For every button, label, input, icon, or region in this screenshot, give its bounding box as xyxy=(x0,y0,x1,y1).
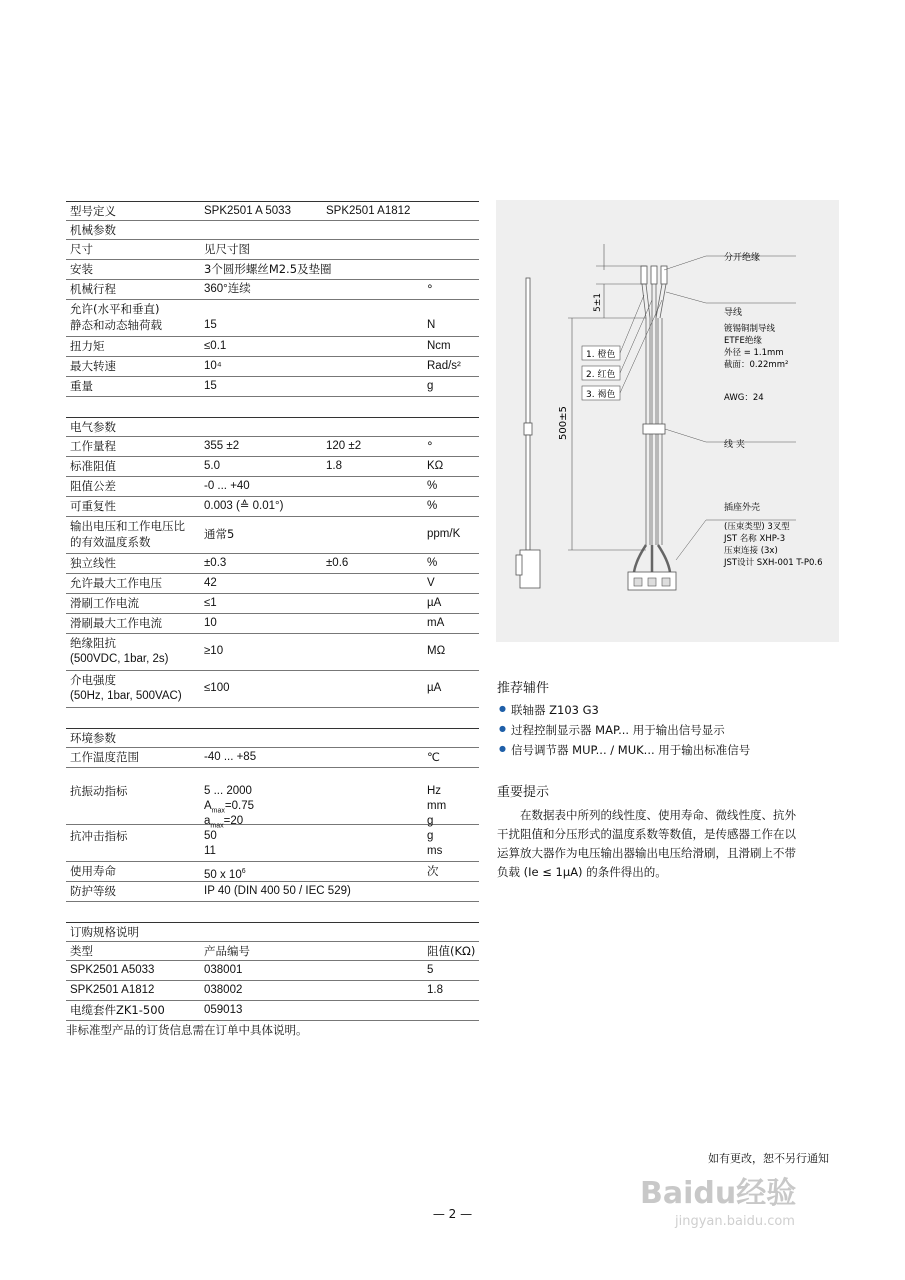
row-value: 038002 xyxy=(204,984,243,996)
row-value: ≤0.1 xyxy=(204,340,227,352)
section-order xyxy=(66,923,479,942)
row-label: SPK2501 A1812 xyxy=(70,984,155,996)
col-resistance: 阻值(KΩ) xyxy=(427,944,476,958)
row-unit: ℃ xyxy=(427,750,440,764)
row-value: -40 ... +85 xyxy=(204,751,257,763)
table-row xyxy=(66,961,479,981)
header-label: 型号定义 xyxy=(70,204,116,218)
row-unit: ppm/K xyxy=(427,528,461,540)
table-row xyxy=(66,825,479,862)
section-env xyxy=(66,729,479,748)
label-wire-2: ETFE绝缘 xyxy=(724,336,762,346)
row-unit: ° xyxy=(427,282,433,296)
label-orange: 1. 橙色 xyxy=(586,350,616,360)
label-housing-2: JST 名称 XHP-3 xyxy=(724,534,786,544)
row-label: 使用寿命 xyxy=(70,864,116,878)
table-row xyxy=(66,337,479,357)
row-label: 可重复性 xyxy=(70,499,116,513)
label-wire-3: 外径 = 1.1mm xyxy=(724,348,784,358)
row-value-amax-g: $a_{max}=20$ xyxy=(204,815,244,830)
row-label-2: 的有效温度系数 xyxy=(70,535,151,549)
wire-tip xyxy=(651,266,657,284)
section-title: 订购规格说明 xyxy=(70,925,139,939)
footnote-row xyxy=(66,1021,479,1041)
row-unit: ° xyxy=(427,439,433,453)
row-value: 355 ±2 xyxy=(204,440,240,452)
row-label: 机械行程 xyxy=(70,282,116,296)
table-row xyxy=(66,574,479,594)
table-row xyxy=(66,981,479,1001)
table-row xyxy=(66,634,479,671)
page-number: — 2 — xyxy=(432,1207,473,1221)
label-housing-3: 压束连接 (3x) xyxy=(724,546,778,556)
table-row xyxy=(66,357,479,377)
label-split: 分开绝缘 xyxy=(724,253,761,263)
table-row xyxy=(66,300,479,337)
label-housing-1: (压束类型) 3叉型 xyxy=(724,522,790,532)
table-row xyxy=(66,671,479,708)
spec-table xyxy=(66,201,479,1041)
row-label: 标准阻值 xyxy=(70,459,116,473)
accessories-list xyxy=(497,702,857,758)
row-label: 尺寸 xyxy=(70,242,93,256)
table-row xyxy=(66,882,479,902)
row-value: 50 xyxy=(204,830,217,842)
row-unit: % xyxy=(427,557,438,569)
row-unit-3: g xyxy=(427,815,434,827)
section-gap xyxy=(66,397,479,418)
table-row xyxy=(66,477,479,497)
table-row xyxy=(66,862,479,882)
row-value: IP 40 (DIN 400 50 / IEC 529) xyxy=(204,885,351,897)
row-unit: µA xyxy=(427,682,442,694)
row-value: 10 xyxy=(204,617,217,629)
row-value: 15 xyxy=(204,380,217,392)
row-unit: 次 xyxy=(427,864,439,878)
section-title: 环境参数 xyxy=(70,731,116,745)
housing-slot xyxy=(634,578,642,586)
change-note: 如有更改，恕不另行通知 xyxy=(708,1152,829,1165)
row-value: ≤100 xyxy=(204,682,230,694)
order-header-row xyxy=(66,942,479,961)
row-label: 工作量程 xyxy=(70,439,116,453)
row-label: 抗冲击指标 xyxy=(70,829,128,843)
notice-title: 重要提示 xyxy=(497,785,550,800)
wire-tip xyxy=(661,266,667,284)
row-unit-2: ms xyxy=(427,845,443,857)
watermark-logo: Baidu经验 xyxy=(640,1176,797,1211)
table-row xyxy=(66,240,479,260)
table-row xyxy=(66,280,479,300)
section-mech xyxy=(66,221,479,240)
row-label: 独立线性 xyxy=(70,556,116,570)
left-connector xyxy=(520,550,540,588)
row-unit: g xyxy=(427,380,434,392)
table-row xyxy=(66,437,479,457)
row-value: 通常5 xyxy=(204,527,235,541)
section-title: 电气参数 xyxy=(70,420,116,434)
left-cable-clip xyxy=(524,423,532,435)
row-value: 50 x $10^6$ xyxy=(204,868,246,881)
table-row xyxy=(66,554,479,574)
row-value: -0 ... +40 xyxy=(204,480,250,492)
row-unit: mA xyxy=(427,617,445,629)
row-value-amax: $A_{max}=0.75$ xyxy=(204,800,255,815)
dim-5: 5±1 xyxy=(593,293,603,312)
housing-slot xyxy=(648,578,656,586)
row-label: 滑刷最大工作电流 xyxy=(70,616,162,630)
model-a1812: SPK2501 A1812 xyxy=(326,205,411,217)
row-label: 绝缘阻抗 xyxy=(70,636,116,650)
row-unit: Hz xyxy=(427,785,442,797)
table-row xyxy=(66,614,479,634)
header-row xyxy=(66,201,479,221)
table-row xyxy=(66,594,479,614)
row-unit-2: mm xyxy=(427,800,447,812)
list-item: ● 过程控制显示器 MAP... 用于输出信号显示 xyxy=(511,722,857,738)
model-a5033: SPK2501 A 5033 xyxy=(204,205,291,217)
row-label: 介电强度 xyxy=(70,673,116,687)
footnote: 非标准型产品的订货信息需在订单中具体说明。 xyxy=(66,1023,308,1037)
table-row xyxy=(66,457,479,477)
table-row xyxy=(66,497,479,517)
row-value: 42 xyxy=(204,577,217,589)
row-value: 5.0 xyxy=(204,460,220,472)
row-unit: V xyxy=(427,577,435,589)
watermark-url: jingyan.baidu.com xyxy=(675,1214,795,1229)
list-item: ● 信号调节器 MUP... / MUK... 用于输出标准信号 xyxy=(511,742,857,758)
row-unit: Ncm xyxy=(427,340,451,352)
row-unit: MΩ xyxy=(427,645,446,657)
notice-section xyxy=(497,781,797,882)
leader-wire xyxy=(666,292,796,303)
table-row xyxy=(66,260,479,280)
row-label: 抗振动指标 xyxy=(70,784,128,798)
section-title: 机械参数 xyxy=(70,223,116,237)
table-row xyxy=(66,768,479,830)
row-unit: % xyxy=(427,500,438,512)
row-value-2: ±0.6 xyxy=(326,557,349,569)
section-gap xyxy=(66,708,479,729)
fan-out-wires xyxy=(634,545,670,572)
label-clip: 线 夹 xyxy=(724,440,745,450)
accessories-section xyxy=(497,677,857,762)
row-label: 防护等级 xyxy=(70,884,116,898)
label-brown: 3. 褐色 xyxy=(586,390,616,400)
row-unit: µA xyxy=(427,597,442,609)
row-value: ≥10 xyxy=(204,645,224,657)
row-unit: Rad/s² xyxy=(427,360,461,372)
row-label: 滑刷工作电流 xyxy=(70,596,139,610)
accessories-title: 推荐辅件 xyxy=(497,681,550,696)
label-wire: 导线 xyxy=(724,308,743,318)
row-value: 5 ... 2000 xyxy=(204,785,252,797)
wire-tip xyxy=(641,266,647,284)
row-label: 工作温度范围 xyxy=(70,750,139,764)
table-row xyxy=(66,377,479,397)
row-label: 输出电压和工作电压比 xyxy=(70,519,185,533)
table-row xyxy=(66,517,479,554)
row-unit: g xyxy=(427,830,434,842)
row-unit: KΩ xyxy=(427,460,444,472)
row-value: 10⁴ xyxy=(204,360,222,372)
label-housing-4: JST设计 SXH-001 T-P0.6 xyxy=(724,558,823,568)
label-wire-4: 截面：0.22mm² xyxy=(724,360,789,370)
row-value: 038001 xyxy=(204,964,243,976)
row-value-2: 1.8 xyxy=(326,460,342,472)
table-row xyxy=(66,1001,479,1021)
row-value: 0.003 (≙ 0.01°) xyxy=(204,500,284,512)
section-elec xyxy=(66,418,479,437)
list-item: ● 联轴器 Z103 G3 xyxy=(511,702,857,718)
housing-slot xyxy=(662,578,670,586)
notice-text: 在数据表中所列的线性度、使用寿命、微线性度、抗外干扰阻值和分压形式的温度系数等数值，是传感器工作在以运算放大器作为电压输出器输出电压给滑刷，且滑刷上不带负载 (Ie ≤ 1µA) 的条件得出的。 xyxy=(497,808,796,879)
row-value: 360°连续 xyxy=(204,283,251,295)
row-label: 重量 xyxy=(70,379,93,393)
table-row xyxy=(66,748,479,768)
label-housing: 插座外壳 xyxy=(724,503,761,513)
section-gap xyxy=(66,902,479,923)
row-unit: 5 xyxy=(427,964,434,976)
row-unit: N xyxy=(427,319,436,331)
left-cable-lower xyxy=(526,435,530,550)
row-label: 允许最大工作电压 xyxy=(70,576,162,590)
row-label: 阻值公差 xyxy=(70,479,116,493)
row-label: 扭力矩 xyxy=(70,339,105,353)
row-value: ≤1 xyxy=(204,597,217,609)
row-value-2: 11 xyxy=(204,845,216,857)
left-connector-tab xyxy=(516,555,522,575)
label-awg: AWG：24 xyxy=(724,393,764,403)
row-label: 安装 xyxy=(70,262,93,276)
row-label-2: (50Hz, 1bar, 500VAC) xyxy=(70,690,182,702)
row-value: 059013 xyxy=(204,1004,243,1016)
col-part-number: 产品编号 xyxy=(204,944,250,958)
left-cable xyxy=(526,278,530,423)
row-value: ±0.3 xyxy=(204,557,227,569)
row-label: 最大转速 xyxy=(70,359,116,373)
row-label: 电缆套件ZK1-500 xyxy=(70,1003,165,1017)
label-wire-1: 镀锡铜制导线 xyxy=(724,324,776,334)
cable-clip xyxy=(643,424,665,434)
row-unit: 1.8 xyxy=(427,984,443,996)
label-red: 2. 红色 xyxy=(586,370,616,380)
split-wires xyxy=(642,284,666,318)
col-type: 类型 xyxy=(70,944,93,958)
dim-500: 500±5 xyxy=(558,406,569,440)
row-label: SPK2501 A5033 xyxy=(70,964,155,976)
cable-diagram xyxy=(496,200,839,642)
row-value: 15 xyxy=(204,319,217,331)
cable-diagram-panel xyxy=(496,200,839,642)
row-label-2: (500VDC, 1bar, 2s) xyxy=(70,653,169,665)
row-value: 3个圆形螺丝M2.5及垫圈 xyxy=(204,262,332,276)
row-unit: % xyxy=(427,480,438,492)
row-label: 允许(水平和垂直) xyxy=(70,302,160,316)
row-value: 见尺寸图 xyxy=(204,242,250,256)
row-value-2: 120 ±2 xyxy=(326,440,362,452)
row-label-2: 静态和动态轴荷载 xyxy=(70,318,162,332)
